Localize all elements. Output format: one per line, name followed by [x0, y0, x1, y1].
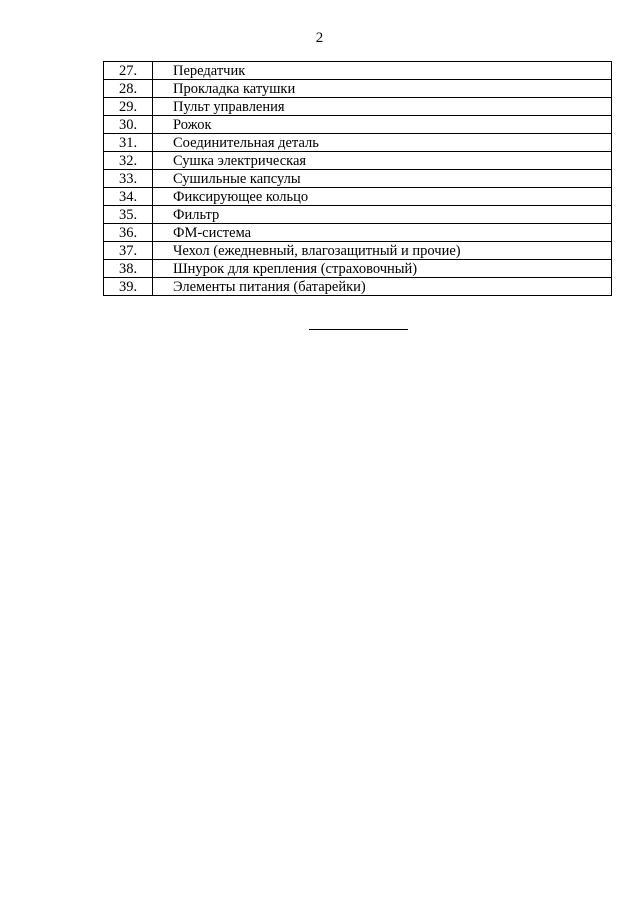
- row-item-name: Соединительная деталь: [153, 134, 612, 152]
- row-item-name: Сушка электрическая: [153, 152, 612, 170]
- row-number: 31.: [104, 134, 153, 152]
- row-number: 35.: [104, 206, 153, 224]
- row-number: 29.: [104, 98, 153, 116]
- row-number: 30.: [104, 116, 153, 134]
- row-number: 32.: [104, 152, 153, 170]
- row-item-name: Рожок: [153, 116, 612, 134]
- row-number: 27.: [104, 62, 153, 80]
- table-row: [104, 278, 612, 296]
- row-number: 28.: [104, 80, 153, 98]
- table-row: [104, 80, 612, 98]
- row-item-name: Чехол (ежедневный, влагозащитный и прочие): [153, 242, 612, 260]
- table-row: [104, 260, 612, 278]
- row-number: 34.: [104, 188, 153, 206]
- table-row: [104, 152, 612, 170]
- row-item-name: ФМ-система: [153, 224, 612, 242]
- row-item-name: Сушильные капсулы: [153, 170, 612, 188]
- row-number: 37.: [104, 242, 153, 260]
- row-number: 33.: [104, 170, 153, 188]
- items-table-body: [104, 62, 612, 296]
- page-number: 2: [315, 30, 324, 46]
- table-row: [104, 224, 612, 242]
- row-number: 39.: [104, 278, 153, 296]
- row-item-name: Пульт управления: [153, 98, 612, 116]
- table-row: [104, 170, 612, 188]
- row-number: 38.: [104, 260, 153, 278]
- end-of-document-line: [309, 329, 408, 330]
- table-row: [104, 188, 612, 206]
- row-item-name: Фильтр: [153, 206, 612, 224]
- row-item-name: Шнурок для крепления (страховочный): [153, 260, 612, 278]
- row-item-name: Передатчик: [153, 62, 612, 80]
- table-row: [104, 116, 612, 134]
- row-item-name: Прокладка катушки: [153, 80, 612, 98]
- table-row: [104, 206, 612, 224]
- table-row: [104, 242, 612, 260]
- table-row: [104, 98, 612, 116]
- table-row: [104, 134, 612, 152]
- table-row: [104, 62, 612, 80]
- row-item-name: Элементы питания (батарейки): [153, 278, 612, 296]
- items-table: [103, 61, 612, 296]
- row-item-name: Фиксирующее кольцо: [153, 188, 612, 206]
- row-number: 36.: [104, 224, 153, 242]
